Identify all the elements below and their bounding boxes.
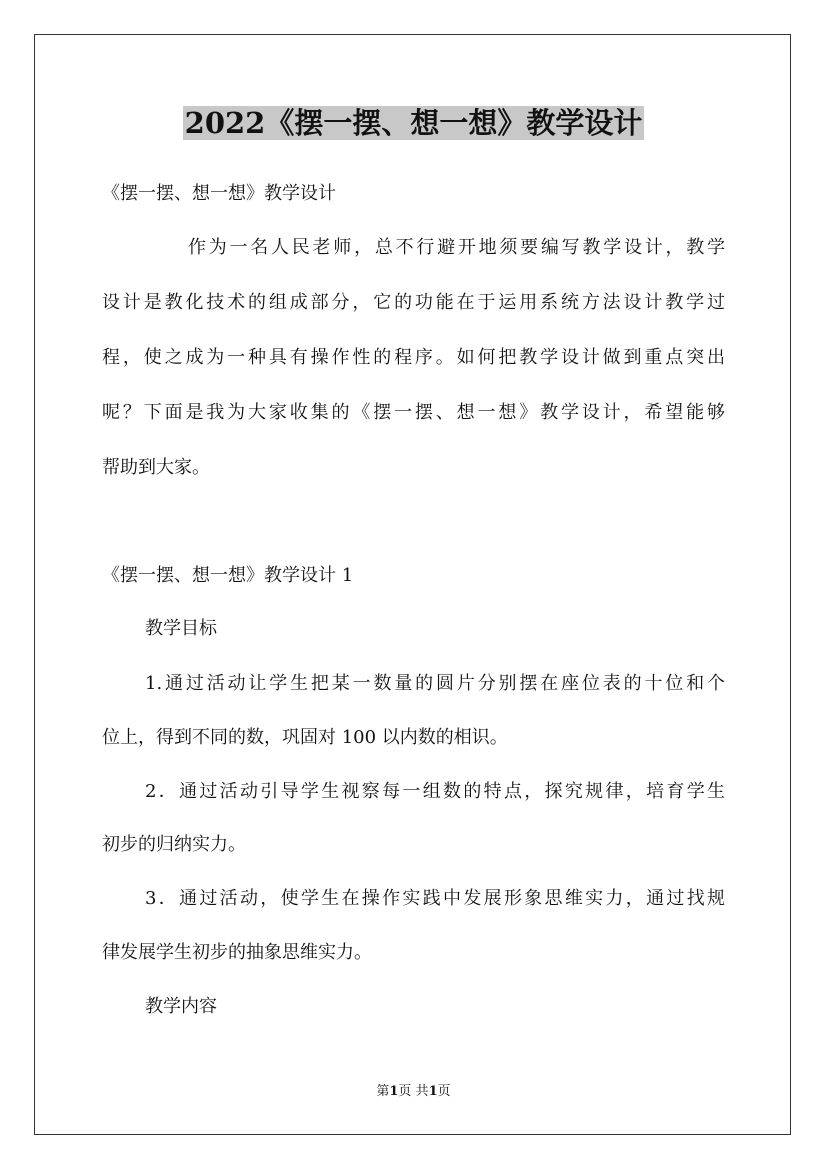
- page-footer: 第1页 共1页: [376, 1084, 451, 1099]
- intro-line-2: 设计是教化技术的组成部分，它的功能在于运用系统方法设计教学过: [102, 292, 725, 313]
- goal-1-line-2: 位上，得到不同的数，巩固对 100 以内数的相识。: [102, 727, 508, 748]
- goals-heading: 教学目标: [145, 618, 217, 639]
- page-total: 1: [428, 1084, 438, 1099]
- intro-line-1: 作为一名人民老师，总不行避开地须要编写教学设计，教学: [188, 237, 725, 258]
- page-current: 1: [389, 1084, 399, 1099]
- goal-2-line-2: 初步的归纳实力。: [102, 834, 246, 855]
- goal-2-line-1: 2．通过活动引导学生视察每一组数的特点，探究规律，培育学生: [145, 781, 725, 802]
- section1-heading: 《摆一摆、想一想》教学设计 1: [102, 565, 354, 586]
- intro-line-5: 帮助到大家。: [102, 457, 210, 478]
- document-title: 2022《摆一摆、想一想》教学设计: [184, 106, 643, 140]
- intro-line-3: 程，使之成为一种具有操作性的程序。如何把教学设计做到重点突出: [102, 347, 725, 368]
- document-subtitle: 《摆一摆、想一想》教学设计: [102, 183, 336, 204]
- intro-line-4: 呢？下面是我为大家收集的《摆一摆、想一想》教学设计，希望能够: [102, 402, 725, 423]
- goal-1-line-1: 1.通过活动让学生把某一数量的圆片分别摆在座位表的十位和个: [145, 673, 725, 694]
- goal-3-line-2: 律发展学生初步的抽象思维实力。: [102, 942, 372, 963]
- goal-3-line-1: 3．通过活动，使学生在操作实践中发展形象思维实力，通过找规: [145, 888, 725, 909]
- content-heading: 教学内容: [145, 996, 217, 1017]
